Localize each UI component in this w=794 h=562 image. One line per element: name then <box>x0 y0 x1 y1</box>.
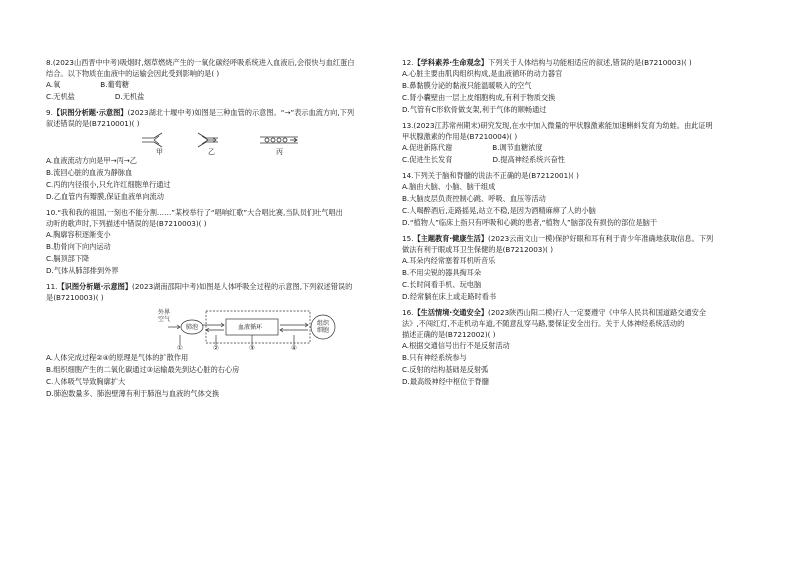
question-9-option-b: B.流回心脏的血液为静脉血 <box>46 168 133 177</box>
question-16-line-2: 法》,不闯红灯,不走机动车道,不随意乱穿马路,要保证安全出行。关于人体神经系统活动的 <box>402 319 685 328</box>
question-14-line-1: 14.下列关于脑和脊髓的说法不正确的是(B7212001)( ) <box>402 171 579 180</box>
question-10-option-b: B.肋骨向下向内运动 <box>46 242 111 251</box>
question-15-option-a: A.耳朵内经常塞着耳机听音乐 <box>402 256 496 265</box>
question-16: 16.【生活情境·交通安全】(2023陕西山阳二模)行人一定要遵守《中华人民共和国道路交通安全 法》,不闯红灯,不走机动车道,不随意乱穿马路,要保证安全出行。关于人体神经系统活动的 描述正确的是(B7212002)( ) A.根据交通信号出行不是反射活动 B.只有神经系统参与 C.反射的结构基础是反射弧 D.最高级神经中枢位于脊髓 <box>402 308 754 386</box>
question-10-option-a: A.胸廓容积逐渐变小 <box>46 230 111 239</box>
question-14-option-b: B.大脑皮层负责控制心跳、呼吸、血压等活动 <box>402 194 546 203</box>
question-12-option-d: D.气管有C形软骨做支架,利于气体的顺畅通过 <box>402 105 547 114</box>
figure-cell-label-2: 细胞 <box>317 327 330 334</box>
question-11-line-1: (2023湖南邵阳中考)如图是人体呼吸全过程的示意图,下列叙述错误的 <box>132 282 353 291</box>
question-13-option-a: A.促进新陈代谢 <box>402 143 453 152</box>
question-11-option-b: B.组织细胞产生的二氧化碳通过③运输最先到达心脏的右心房 <box>46 365 240 374</box>
vessel-label-yi: 乙 <box>208 148 215 156</box>
question-9-line-1: (2023湖北十堰中考)如图是三种血管的示意图。“→”表示血流方向,下列 <box>127 108 355 117</box>
question-9-line-2: 叙述错误的是(B7210001)( ) <box>46 119 140 128</box>
figure-outside-air-2: 空气 <box>158 316 171 323</box>
question-10-option-d: D.气体从肺部排到外界 <box>46 266 119 275</box>
question-13-line-2: 甲状腺激素的作用是(B7210004)( ) <box>402 132 518 141</box>
question-12-option-b: B.鼻黏膜分泌的黏液只能温暖吸入的空气 <box>402 81 532 90</box>
respiration-figure <box>46 305 392 351</box>
question-8-option-b: B.葡萄糖 <box>100 80 130 89</box>
respiration-diagram <box>46 305 392 351</box>
question-15-option-d: D.经常躺在床上或走路时看书 <box>402 292 497 301</box>
right-column <box>402 58 754 393</box>
question-16-option-b: B.只有神经系统参与 <box>402 353 467 362</box>
question-16-option-a: A.根据交通信号出行不是反射活动 <box>402 341 510 350</box>
question-13-option-b: B.调节血糖浓度 <box>492 143 543 152</box>
question-15-tag: 【主题教育·健康生活】 <box>413 234 489 243</box>
question-14 <box>402 171 754 227</box>
vessel-bing <box>260 137 298 143</box>
left-column <box>46 58 392 405</box>
figure-circulation-label: 血液循环 <box>238 324 263 331</box>
vessel-label-jia: 甲 <box>156 148 163 156</box>
question-12-line-1: 下列关于人体结构与功能相适应的叙述,错误的是(B7210003)( ) <box>488 58 692 67</box>
question-8-line-1: 8.(2023山西晋中中考)吸烟时,烟草燃烧产生的一氧化碳经呼吸系统进入血液后,会很快与血红蛋白 <box>46 58 355 67</box>
question-12-option-c: C.肾小囊壁由一层上皮细胞构成,有利于物质交换 <box>402 93 556 102</box>
question-8-option-a: A.氧 <box>46 80 61 89</box>
figure-cell-label-1: 组织 <box>317 320 330 327</box>
question-8 <box>46 58 392 101</box>
question-14-option-d: D.“植物人”临床上指只有呼吸和心跳的患者,“植物人”脑部没有损伤的部位是脑干 <box>402 218 658 227</box>
question-9-tag: 【识图分析题·示意图】 <box>52 108 128 117</box>
question-16-line-3: 描述正确的是(B7212002)( ) <box>402 330 496 339</box>
question-11-line-2: 是(B7210003)( ) <box>46 293 104 302</box>
vessel-yi <box>198 133 218 147</box>
question-16-option-c: C.反射的结构基础是反射弧 <box>402 365 489 374</box>
question-8-line-2: 结合。以下物质在血液中的运输会因此受到影响的是( ) <box>46 69 220 78</box>
question-12-tag: 【学科素养·生命观念】 <box>413 58 489 67</box>
question-11-option-d: D.肺泡数量多、肺泡壁薄有利于肺泡与血液的气体交换 <box>46 389 220 398</box>
question-13-option-c: C.促进生长发育 <box>402 155 453 164</box>
question-14-option-c: C.人喝醉酒后,走路摇晃,站立不稳,是因为酒精麻痹了人的小脑 <box>402 206 596 215</box>
question-16-line-1: (2023陕西山阳二模)行人一定要遵守《中华人民共和国道路交通安全 <box>488 308 707 317</box>
question-15-line-2: 做法有利于眼或耳卫生保健的是(B7212003)( ) <box>402 245 554 254</box>
question-10-option-c: C.膈顶部下降 <box>46 254 90 263</box>
figure-num-1: ① <box>177 344 183 351</box>
question-10 <box>46 208 392 275</box>
vessel-label-bing: 丙 <box>276 148 283 156</box>
question-12-option-a: A.心脏主要由肌肉组织构成,是血液循环的动力器官 <box>402 69 563 78</box>
question-11-option-a: A.人体完成过程②④的原理是气体的扩散作用 <box>46 353 189 362</box>
question-15: 15.【主题教育·健康生活】(2023云南文山一模)保护好眼和耳有利于青少年准确地获取信息。下列 做法有利于眼或耳卫生保健的是(B7212003)( ) A.耳朵内经常塞着耳机听音乐 B.不用尖锐的器具掏耳朵 C.长时间看手机、玩电脑 D.经常躺在床上或走路时看书 <box>402 234 754 301</box>
figure-outside-air-1: 外界 <box>158 309 171 316</box>
question-14-option-a: A.脑由大脑、小脑、脑干组成 <box>402 182 496 191</box>
question-9-option-c: C.丙的内径很小,只允许红细胞单行通过 <box>46 180 171 189</box>
question-11-tag: 【识图分析题·示意图】 <box>57 282 133 291</box>
figure-num-4: ④ <box>291 344 297 351</box>
figure-lung-label: 肺泡 <box>186 324 199 331</box>
question-16-tag: 【生活情境·交通安全】 <box>413 308 489 317</box>
question-11-option-c: C.人体吸气导致胸廓扩大 <box>46 377 126 386</box>
question-11: 11.【识图分析题·示意图】(2023湖南邵阳中考)如图是人体呼吸全过程的示意图,下列叙述错误的 是(B7210003)( ) 外界 空气 肺泡 血液循环 组织 细胞 ① ② ③ ④ A.人体完成过程②④的原理是气体的扩散作用 B.组织细胞产生的二氧化碳通过③运输最先到达心脏的右心房 C.人体吸气导致胸廓扩大 D.肺泡数量多、肺泡壁薄有利于肺泡与血液的气体交换 <box>46 282 392 398</box>
blood-vessel-figure <box>46 132 392 154</box>
question-15-option-c: C.长时间看手机、玩电脑 <box>402 280 482 289</box>
question-13-option-d: D.提高神经系统兴奋性 <box>492 155 565 164</box>
question-13-line-1: 13.(2023江苏常州期末)研究发现,在水中加入微量的甲状腺激素能加速蝌蚪发育为幼蛙。由此证明 <box>402 121 713 130</box>
figure-num-3: ③ <box>249 344 255 351</box>
question-8-option-c: C.无机盐 <box>46 92 75 101</box>
question-10-line-2: 动听的歌声时,下列描述中错误的是(B7210003)( ) <box>46 219 207 228</box>
question-8-option-d: D.无机盐 <box>114 92 145 101</box>
vessel-jia <box>142 133 162 147</box>
question-9-option-a: A.血液流动方向是甲→丙→乙 <box>46 156 137 165</box>
question-13 <box>402 121 754 164</box>
question-10-line-1: 10.“我和我的祖国,一刻也不能分割……”某校举行了“唱响红歌”大合唱比赛,当队员们吐气唱出 <box>46 208 343 217</box>
question-9-option-d: D.乙血管内有瓣膜,保证血液单向流动 <box>46 192 164 201</box>
question-15-option-b: B.不用尖锐的器具掏耳朵 <box>402 268 482 277</box>
question-15-line-1: (2023云南文山一模)保护好眼和耳有利于青少年准确地获取信息。下列 <box>488 234 714 243</box>
blood-vessel-diagram <box>46 132 392 150</box>
figure-num-2: ② <box>213 344 219 351</box>
question-12: 12.【学科素养·生命观念】下列关于人体结构与功能相适应的叙述,错误的是(B7210003)( ) A.心脏主要由肌肉组织构成,是血液循环的动力器官 B.鼻黏膜分泌的黏液只能温暖吸入的空气 C.肾小囊壁由一层上皮细胞构成,有利于物质交换 D.气管有C形软骨做支架,利于气体的顺畅通过 <box>402 58 754 114</box>
question-9: 9.【识图分析题·示意图】(2023湖北十堰中考)如图是三种血管的示意图。“→”表示血流方向,下列 叙述错误的是(B7210001)( ) 甲 乙 丙 A.血液流动方向是甲→丙→乙 B.流回心脏的血液为静脉血 C.丙的内径很小,只允许红细胞单行通过 D.乙血管内有瓣膜,保证血液单向流动 <box>46 108 392 201</box>
question-16-option-d: D.最高级神经中枢位于脊髓 <box>402 377 489 386</box>
